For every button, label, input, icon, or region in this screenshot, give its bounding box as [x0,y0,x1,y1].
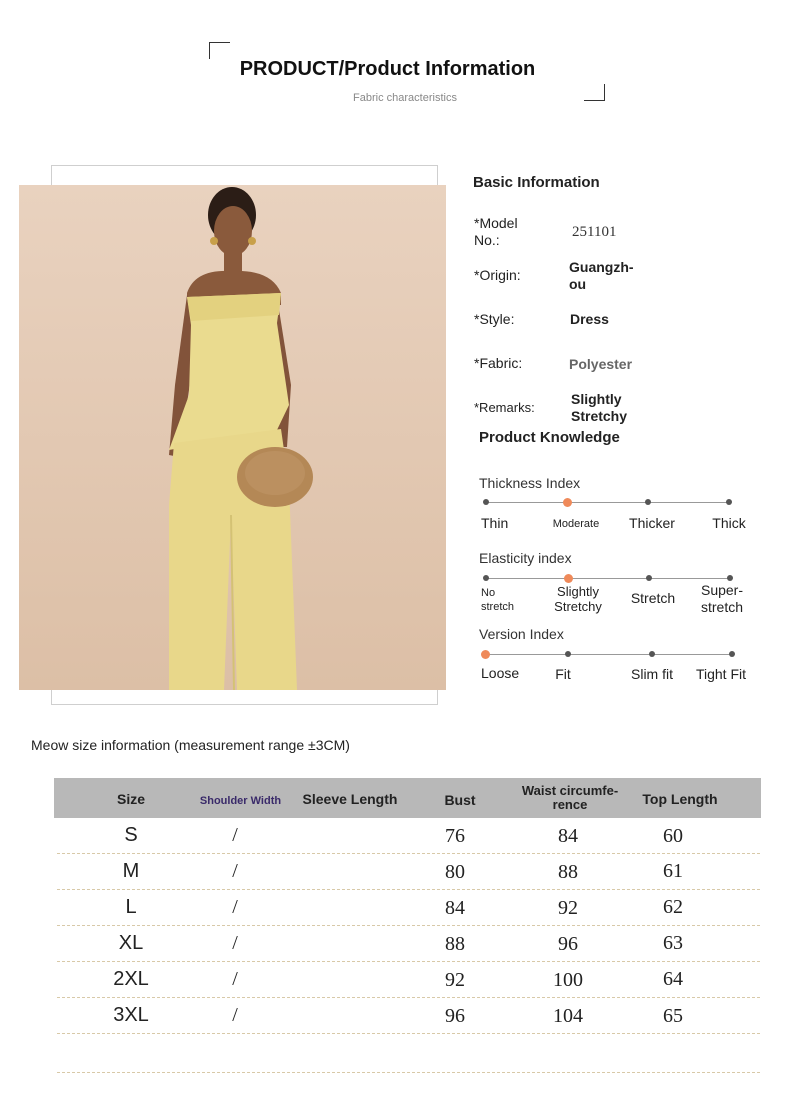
row-divider [57,1072,760,1073]
origin-value: Guangzh-ou [569,259,634,292]
cell-top-length: 65 [663,1005,683,1027]
cell-size: XL [118,932,144,954]
elasticity-dot-stretch [646,575,652,581]
row-divider [57,1033,760,1034]
elasticity-dot-slightly-stretchy [564,574,573,583]
remarks-value: Slightly Stretchy [571,391,628,424]
thickness-option-thick: Thick [712,515,746,531]
page-title: PRODUCT/Product Information [239,58,536,80]
size-table-caption: Meow size information (measurement range ±3CM) [31,737,350,753]
version-dot-loose [481,650,490,659]
elasticity-scale-line [486,578,730,579]
header-top-length: Top Length [642,791,718,807]
version-option-loose: Loose [481,665,520,681]
elasticity-dot-no-stretch [483,575,489,581]
model-no-value: 251101 [572,224,617,240]
style-value: Dress [570,311,609,327]
product-knowledge-title: Product Knowledge [479,429,620,446]
elasticity-option-super-stretch: Super-stretch [700,582,744,615]
fabric-label: *Fabric: [474,355,523,371]
cell-waist: 96 [558,933,578,955]
cell-shoulder: / [232,932,238,954]
cell-bust: 76 [445,825,465,847]
thickness-dot-thick [726,499,732,505]
elasticity-option-stretch: Stretch [630,590,676,606]
basic-info-title: Basic Information [473,174,600,191]
cell-bust: 96 [445,1005,465,1027]
elasticity-option-slightly-stretchy: Slightly Stretchy [554,584,602,614]
thickness-dot-moderate [563,498,572,507]
model-illustration [19,185,446,690]
row-divider [57,925,760,926]
cell-size: 3XL [113,1004,149,1026]
elasticity-dot-super-stretch [727,575,733,581]
remarks-label: *Remarks: [474,400,535,415]
model-photo [19,185,446,690]
cell-size: 2XL [113,968,149,990]
elasticity-option-no-stretch: No stretch [481,587,515,613]
cell-waist: 104 [553,1005,583,1027]
header-shoulder-width: Shoulder Width [199,795,282,807]
style-label: *Style: [474,311,515,327]
page-subtitle: Fabric characteristics [353,92,457,104]
cell-waist: 88 [558,861,578,883]
cell-bust: 88 [445,933,465,955]
row-divider [57,853,760,854]
cell-size: S [124,824,138,846]
cell-top-length: 61 [663,860,683,882]
row-divider [57,997,760,998]
thickness-dot-thin [483,499,489,505]
cell-shoulder: / [232,860,238,882]
version-option-slim-fit: Slim fit [631,666,673,682]
corner-bracket-bottom-right [584,84,605,101]
thickness-option-thicker: Thicker [629,515,675,531]
version-scale-line [486,654,732,655]
cell-bust: 80 [445,861,465,883]
cell-top-length: 62 [663,896,683,918]
thickness-dot-thicker [645,499,651,505]
cell-size: L [125,896,137,918]
version-dot-tight-fit [729,651,735,657]
thickness-index-title: Thickness Index [479,475,581,491]
cell-top-length: 60 [663,825,683,847]
cell-waist: 84 [558,825,578,847]
cell-bust: 84 [445,897,465,919]
version-index-title: Version Index [479,626,564,642]
origin-label: *Origin: [474,267,521,283]
row-divider [57,961,760,962]
version-option-fit: Fit [555,666,571,682]
thickness-option-thin: Thin [481,515,509,531]
cell-top-length: 64 [663,968,683,990]
thickness-option-moderate: Moderate [552,518,600,530]
header-size: Size [116,791,145,807]
corner-bracket-top-left [209,42,230,59]
cell-bust: 92 [445,969,465,991]
header-sleeve-length: Sleeve Length [302,791,398,807]
version-dot-fit [565,651,571,657]
fabric-value: Polyester [569,356,633,372]
version-dot-slim-fit [649,651,655,657]
elasticity-index-title: Elasticity index [479,550,572,566]
cell-size: M [122,860,140,882]
cell-shoulder: / [232,824,238,846]
header-bust: Bust [444,792,476,808]
cell-waist: 92 [558,897,578,919]
model-no-label: *Model No.: [474,215,518,248]
cell-shoulder: / [232,896,238,918]
cell-shoulder: / [232,968,238,990]
cell-top-length: 63 [663,932,683,954]
thickness-scale-line [486,502,729,503]
version-option-tight-fit: Tight Fit [695,666,747,682]
cell-waist: 100 [553,969,583,991]
cell-shoulder: / [232,1004,238,1026]
row-divider [57,889,760,890]
header-waist: Waist circumfe-rence [521,783,619,812]
